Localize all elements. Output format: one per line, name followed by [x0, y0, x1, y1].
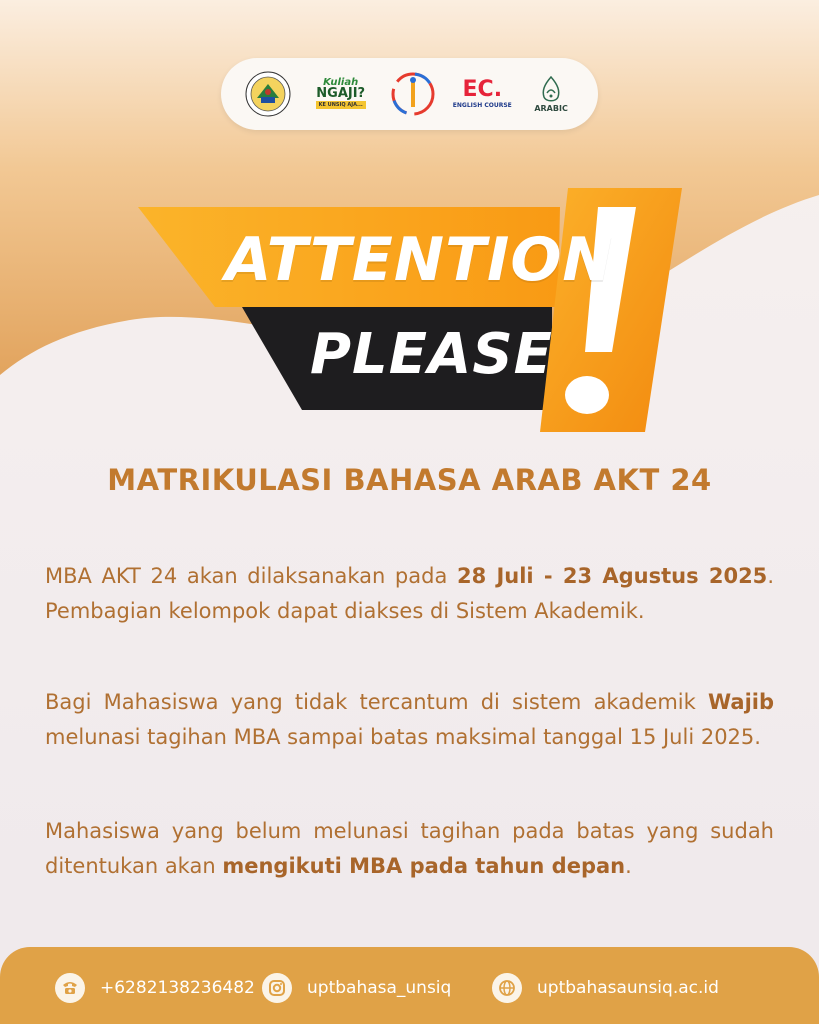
footer-phone-text: +6282138236482 — [100, 978, 255, 998]
globe-icon — [492, 973, 522, 1003]
attention-title: ATTENTION — [225, 225, 614, 295]
footer-website[interactable] — [492, 973, 719, 1003]
attention-banner — [0, 0, 819, 460]
paragraph-schedule-dates: 28 Juli - 23 Agustus 2025 — [456, 564, 768, 588]
kuliah-ngaji-line3: KE UNSIQ AJA... — [316, 101, 366, 109]
paragraph-consequence-pre: Mahasiswa yang belum melunasi tagihan pada batas yang sudah ditentukan akan — [45, 819, 774, 878]
paragraph-payment — [45, 685, 774, 755]
paragraph-schedule — [45, 559, 774, 629]
paragraph-schedule-pre: MBA AKT 24 akan dilaksanakan pada — [45, 564, 457, 588]
footer-instagram-text: uptbahasa_unsiq — [307, 978, 452, 998]
paragraph-payment-pre: Bagi Mahasiswa yang tidak tercantum di sistem akademik — [45, 690, 708, 714]
paragraph-payment-bold: Wajib — [707, 690, 774, 714]
footer-instagram[interactable] — [262, 973, 451, 1003]
english-course-mark: EC. — [462, 77, 503, 102]
paragraph-consequence — [45, 814, 774, 884]
please-title: PLEASE — [310, 322, 553, 387]
kuliah-ngaji-line1: Kuliah — [323, 77, 359, 88]
kuliah-ngaji-line2: NGAJI? — [316, 86, 366, 101]
phone-icon — [55, 973, 85, 1003]
instagram-icon — [262, 973, 292, 1003]
footer-phone[interactable] — [55, 973, 255, 1003]
paragraph-consequence-bold: mengikuti MBA pada tahun depan — [222, 854, 626, 878]
english-course-caption: ENGLISH COURSE — [452, 102, 512, 109]
footer-website-text: uptbahasaunsiq.ac.id — [537, 978, 719, 998]
paragraph-schedule-post: . Pembagian kelompok dapat diakses di Sistem Akademik. — [45, 564, 774, 623]
paragraph-consequence-post: . — [625, 854, 632, 878]
arabic-caption: ARABIC — [534, 104, 568, 113]
page-heading: MATRIKULASI BAHASA ARAB AKT 24 — [107, 463, 712, 497]
paragraph-payment-post: melunasi tagihan MBA sampai batas maksimal tanggal 15 Juli 2025. — [45, 725, 761, 749]
